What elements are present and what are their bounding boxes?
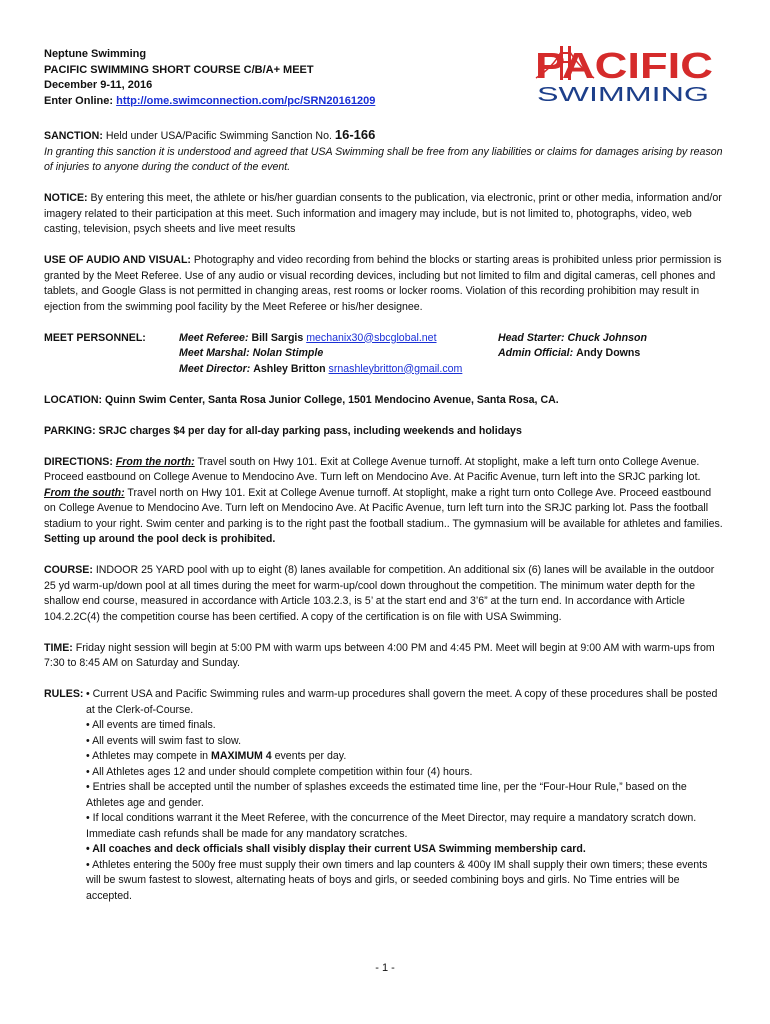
max-events-post: events per day. <box>274 750 347 762</box>
rule-item: • All events will swim fast to slow. <box>86 734 242 747</box>
max-events-pre: • Athletes may compete in <box>86 750 209 762</box>
referee-name: Bill Sargis <box>251 331 304 344</box>
sanction-label: SANCTION: <box>44 130 103 142</box>
starter-line <box>498 331 724 347</box>
rules-section <box>44 687 724 904</box>
meet-header <box>44 47 375 109</box>
sanction-note: In granting this sanction it is understood and agreed that USA Swimming shall be free from any liabilities or claims for damages arising by reason of injuries to anyone during the conduct of the event. <box>44 145 723 173</box>
location-section <box>44 393 724 409</box>
referee-email[interactable]: mechanix30@sbcglobal.net <box>306 331 437 344</box>
referee-line <box>179 331 498 347</box>
personnel-label: MEET PERSONNEL: <box>44 331 146 344</box>
notice-text: By entering this meet, the athlete or his/her guardian consents to the publication, via electronic, print or other media, information and/or imagery related to their participation at this meet. Such information and imagery may include, but is not limited to, photographs, video, web casting, television, psych sheets and live meet results <box>44 192 722 235</box>
personnel-list <box>179 331 498 378</box>
director-email[interactable]: srnashleybritton@gmail.com <box>328 362 463 375</box>
officials-list <box>498 331 724 378</box>
rule-item-membership-card: • All coaches and deck officials shall visibly display their current USA Swimming membership card. <box>86 843 586 855</box>
referee-role: Meet Referee: <box>179 331 249 344</box>
starter-name: Chuck Johnson <box>567 331 647 344</box>
admin-role: Admin Official: <box>498 347 574 359</box>
course-label: COURSE: <box>44 564 93 576</box>
svg-text:PACIFIC: PACIFIC <box>535 45 714 86</box>
admin-name: Andy Downs <box>576 347 641 359</box>
pacific-swimming-logo <box>534 44 714 104</box>
directions-section <box>44 455 724 548</box>
notice-section <box>44 191 724 238</box>
entry-link[interactable]: http://ome.swimconnection.com/pc/SRN20161209 <box>116 94 376 107</box>
sanction-text: Held under USA/Pacific Swimming Sanction No. <box>105 130 332 142</box>
marshal-role: Meet Marshal: <box>179 347 250 359</box>
course-section <box>44 563 724 625</box>
rule-item: • Current USA and Pacific Swimming rules and warm-up procedures shall govern the meet. A copy of these procedures shall be posted at the Clerk-of-Course. <box>86 688 718 716</box>
host-team: Neptune Swimming <box>44 48 147 60</box>
admin-line <box>498 346 724 362</box>
director-line <box>179 362 498 378</box>
marshal-name: Nolan Stimple <box>252 347 324 359</box>
from-south-label: From the south: <box>44 486 125 499</box>
meet-information <box>44 127 724 904</box>
parking-section <box>44 424 724 440</box>
starter-role: Head Starter: <box>498 331 565 344</box>
director-name: Ashley Britton <box>253 362 326 375</box>
rules-list <box>86 687 724 904</box>
audio-visual-text: Photography and video recording from behind the blocks or starting areas is prohibited unless prior permission is granted by the Meet Referee. Use of any audio or visual recording devices, including but not limited to film and digital cameras, cell phones and tablets, and Google Glass is not permitted in changing areas, rest rooms or locker rooms. Violation of this recording prohibition may result in ejection from the swimming pool facility by the Meet Referee or his/her designee. <box>44 254 722 313</box>
audio-visual-section <box>44 253 724 315</box>
location-text: Quinn Swim Center, Santa Rosa Junior College, 1501 Mendocino Avenue, Santa Rosa, CA. <box>105 393 559 406</box>
parking-label: PARKING: <box>44 424 96 437</box>
parking-text: SRJC charges $4 per day for all-day parking pass, including weekends and holidays <box>98 424 522 437</box>
rule-item-timers: • Athletes entering the 500y free must supply their own timers and lap counters & 400y IM shall supply their own timers; these events will be swum fastest to slowest, alternating heats of boys and girls, or seeded combining boys and girls. No Time entries will be accepted. <box>86 858 708 902</box>
pool-deck-warning: Setting up around the pool deck is prohibited. <box>44 533 276 545</box>
director-role: Meet Director: <box>179 362 251 375</box>
from-south-text: Travel north on Hwy 101. Exit at College Avenue turnoff. At stoplight, make a right turn onto College Ave. Proceed eastbound on College Avenue to Mendocino Ave. Turn left on Mendocino Ave. At Pacific Avenue, turn left turn into the SRJC parking lot. Pass the football stadium to your right. Swim center and parking is to the right past the football stadium.. The gymnasium will be available for athletes and families. <box>44 486 723 530</box>
enter-online-line <box>44 94 375 110</box>
rule-item: • If local conditions warrant it the Meet Referee, with the concurrence of the Meet Director, may require a mandatory scratch down. Immediate cash refunds shall be made for any mandatory scratches. <box>86 812 697 840</box>
audio-visual-label: USE OF AUDIO AND VISUAL: <box>44 254 191 266</box>
directions-label: DIRECTIONS: <box>44 455 113 468</box>
rules-label: RULES: <box>44 688 84 700</box>
meet-title: PACIFIC SWIMMING SHORT COURSE C/B/A+ MEET <box>44 63 314 76</box>
personnel-section <box>44 331 724 378</box>
enter-online-label: Enter Online: <box>44 94 114 107</box>
from-north-text: Travel south on Hwy 101. Exit at College Avenue turnoff. At stoplight, make a left turn onto College Avenue. Proceed eastbound on College Avenue to Mendocino Ave. Turn left on Mendocino Ave. At Pacific Avenue, turn left into the SRJC parking lot. <box>44 455 701 483</box>
time-text: Friday night session will begin at 5:00 PM with warm ups between 4:00 PM and 4:45 PM. Meet will begin at 9:00 AM with warm-ups from 7:30 to 8:45 AM on Saturday and Sunday. <box>44 641 715 669</box>
location-label: LOCATION: <box>44 393 103 406</box>
meet-dates: December 9-11, 2016 <box>44 79 153 91</box>
from-north-label: From the north: <box>115 455 195 468</box>
rule-item: • Entries shall be accepted until the number of splashes exceeds the estimated time line, per the “Four-Hour Rule,” based on the Athletes age and gender. <box>86 781 687 809</box>
rule-item: • All Athletes ages 12 and under should complete competition within four (4) hours. <box>86 765 473 778</box>
course-text: INDOOR 25 YARD pool with up to eight (8) lanes available for competition. An additional six (6) lanes will be available in the outdoor 25 yd warm-up/down pool at all times during the meet for warm-up/cool down throughout the competition. The minimum water depth for the shallow end course, measured in accordance with Article 103.2.3, is 5’ at the start end and 3’6” at the turn end. In accordance with Article 104.2.2C(4) the competition course has been certified. A copy of the certification is on file with USA Swimming. <box>44 564 715 623</box>
time-section <box>44 641 724 672</box>
marshal-line <box>179 346 498 362</box>
max-events-value: MAXIMUM 4 <box>211 750 272 762</box>
notice-label: NOTICE: <box>44 192 88 204</box>
sanction-number: 16-166 <box>334 127 376 142</box>
rule-item-max-events <box>86 749 724 765</box>
svg-text:SWIMMING: SWIMMING <box>537 84 709 104</box>
sanction-section <box>44 127 724 176</box>
page-number: - 1 - <box>375 962 395 974</box>
time-label: TIME: <box>44 641 73 654</box>
rule-item: • All events are timed finals. <box>86 719 216 731</box>
